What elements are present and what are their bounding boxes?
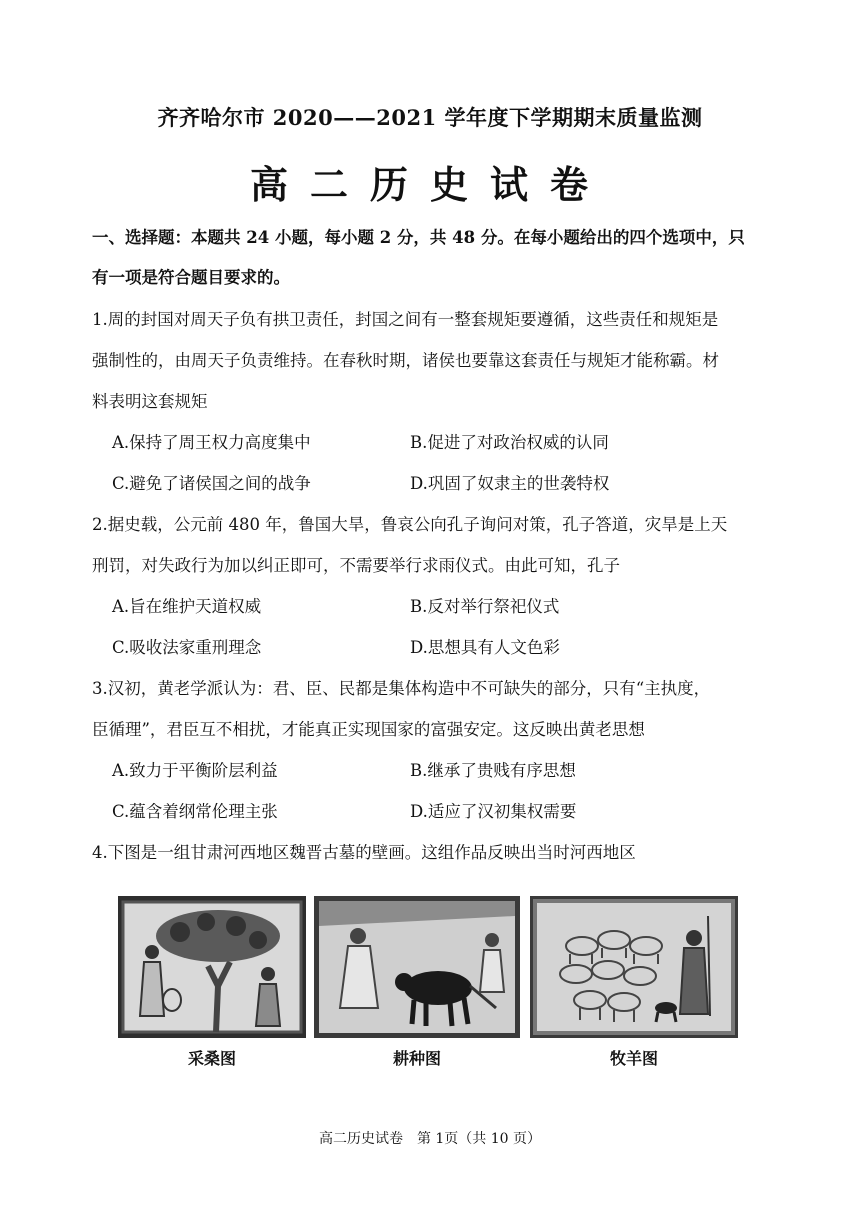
section-instructions-line-1: 一、选择题：本题共 24 小题，每小题 2 分，共 48 分。在每小题给出的四个选项中，只 (92, 228, 745, 247)
exam-subtitle: 齐齐哈尔市 2020——2021 学年度下学期期末质量监测 (157, 105, 703, 130)
question-3-option-d: D.适应了汉初集权需要 (410, 802, 577, 821)
question-3-option-b: B.继承了贵贱有序思想 (410, 761, 576, 780)
question-2-option-d: D.思想具有人文色彩 (410, 638, 560, 657)
question-3-line-1: 3.汉初，黄老学派认为：君、臣、民都是集体构造中不可缺失的部分，只有“主执度， (92, 679, 711, 698)
section-instructions-line-2: 有一项是符合题目要求的。 (92, 268, 290, 287)
question-2-option-b: B.反对举行祭祀仪式 (410, 597, 560, 616)
herding-mural-image (530, 896, 738, 1038)
question-1-line-3: 料表明这套规矩 (92, 392, 208, 411)
question-1-line-2: 强制性的，由周天子负责维持。在春秋时期，诸侯也要靠这套责任与规矩才能称霸。材 (92, 351, 719, 370)
caption-herding-sheep: 牧羊图 (609, 1049, 658, 1068)
question-1-option-a: A.保持了周王权力高度集中 (112, 433, 311, 452)
question-3-option-a: A.致力于平衡阶层利益 (112, 761, 278, 780)
question-3-option-c: C.蕴含着纲常伦理主张 (112, 802, 278, 821)
question-2-line-1: 2.据史载，公元前 480 年，鲁国大旱，鲁哀公向孔子询问对策，孔子答道，灾旱是上天 (92, 515, 728, 534)
caption-picking-mulberry: 采桑图 (187, 1049, 236, 1068)
question-1-option-b: B.促进了对政治权威的认同 (410, 433, 609, 452)
question-4-line-1: 4.下图是一组甘肃河西地区魏晋古墓的壁画。这组作品反映出当时河西地区 (92, 843, 636, 862)
caption-plowing: 耕种图 (392, 1049, 441, 1068)
question-2-line-2: 刑罚，对失政行为加以纠正即可，不需要举行求雨仪式。由此可知，孔子 (92, 556, 620, 575)
mural-picking-mulberry (118, 896, 306, 1038)
question-1-option-d: D.巩固了奴隶主的世袭特权 (410, 474, 610, 493)
question-3-line-2: 臣循理”，君臣互不相扰，才能真正实现国家的富强安定。这反映出黄老思想 (92, 720, 645, 739)
mural-plowing (314, 896, 520, 1038)
question-2-option-a: A.旨在维护天道权威 (112, 597, 262, 616)
mural-figures (118, 896, 740, 1066)
question-1-line-1: 1.周的封国对周天子负有拱卫责任，封国之间有一整套规矩要遵循，这些责任和规矩是 (92, 310, 719, 329)
plowing-mural-image (314, 896, 520, 1038)
mural-herding-sheep (530, 896, 738, 1038)
page-footer: 高二历史试卷 第 1页（共 10 页） (318, 1131, 542, 1147)
exam-title: 高二历史试卷 (249, 162, 610, 207)
question-1-option-c: C.避免了诸侯国之间的战争 (112, 474, 311, 493)
question-2-option-c: C.吸收法家重刑理念 (112, 638, 262, 657)
mulberry-mural-image (118, 896, 306, 1038)
